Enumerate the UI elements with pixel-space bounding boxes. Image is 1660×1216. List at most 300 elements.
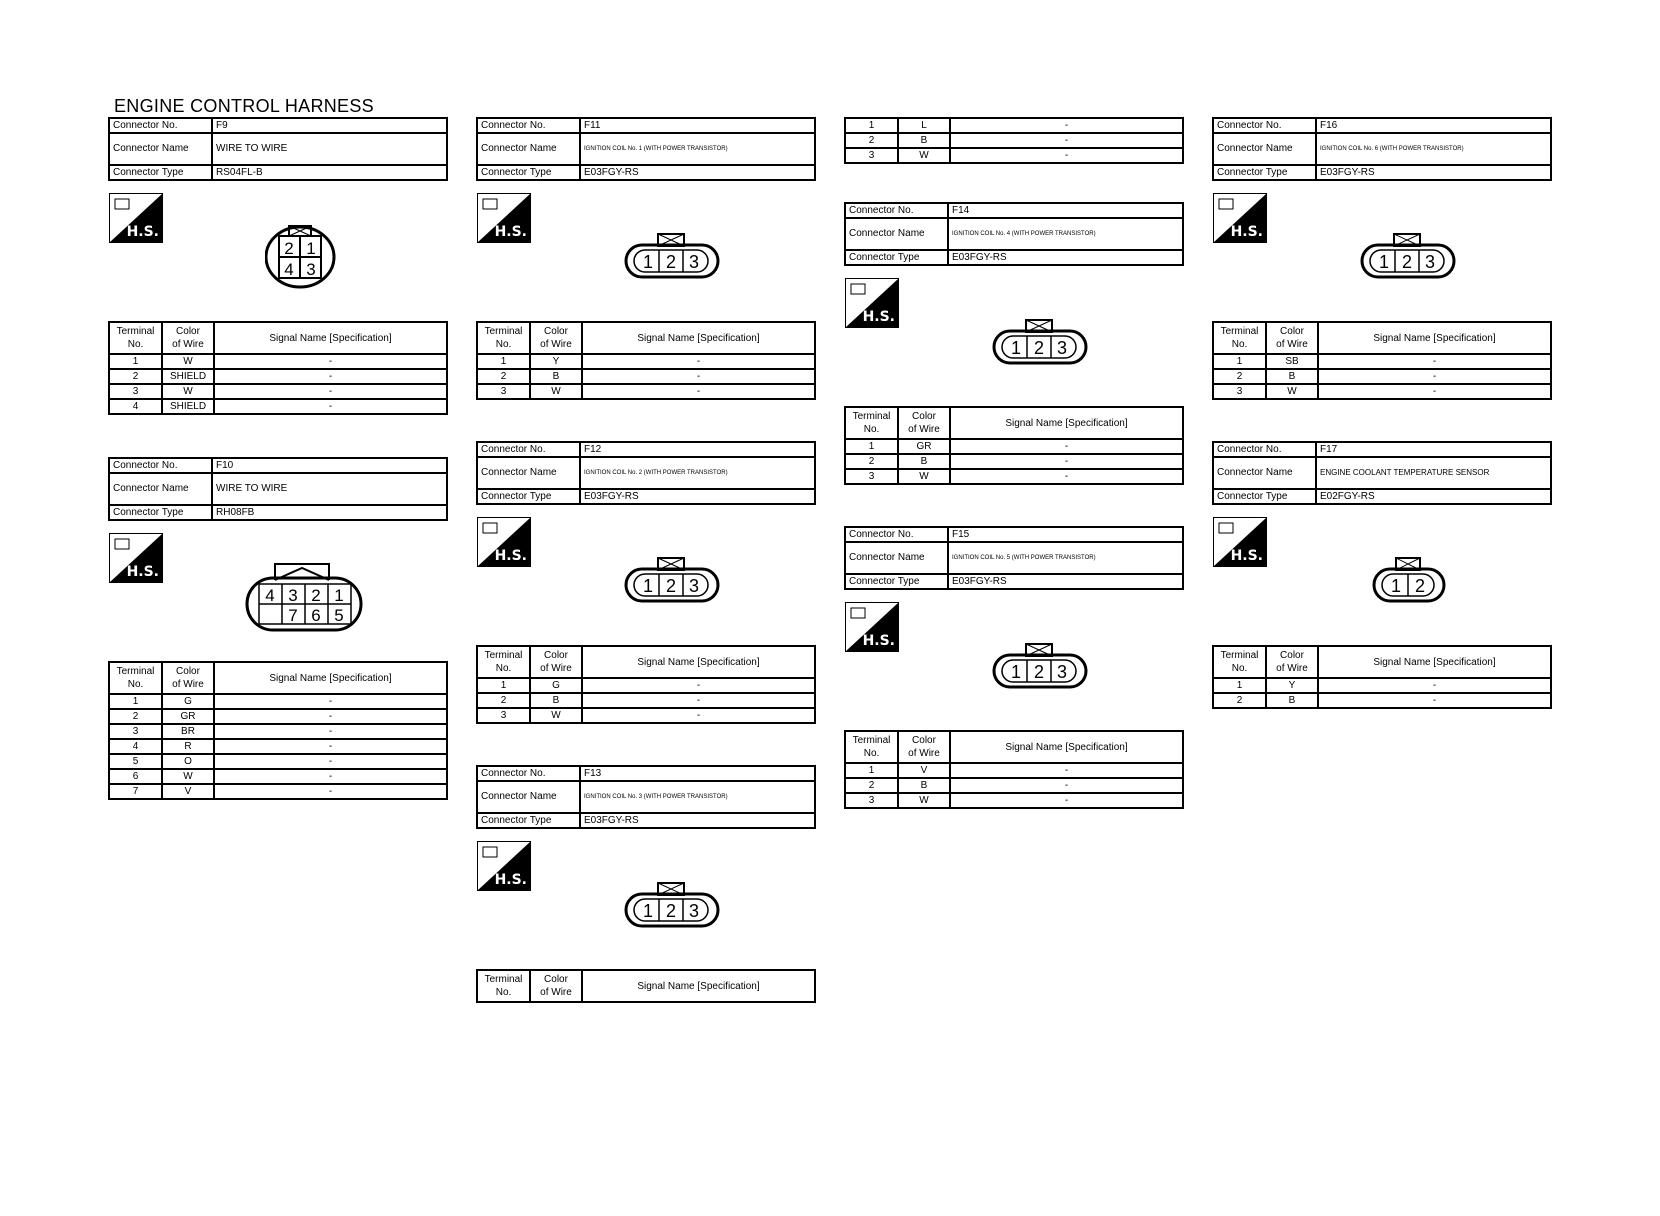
table-cell: 4 — [109, 399, 162, 414]
table-cell: - — [214, 769, 447, 784]
table-row — [845, 118, 1183, 133]
table-cell: 1 — [845, 439, 898, 454]
table-cell: GR — [898, 439, 950, 454]
terminal-table-f12 — [476, 645, 816, 724]
svg-text:2: 2 — [1033, 662, 1045, 682]
table-cell: W — [898, 148, 950, 163]
connector-face-f11 — [624, 232, 724, 285]
connector-info-f15 — [844, 526, 1184, 590]
table-cell: Color of Wire — [530, 970, 582, 1002]
table-cell: 2 — [845, 454, 898, 469]
table-row — [477, 165, 815, 180]
table-cell: - — [950, 148, 1183, 163]
table-row — [477, 708, 815, 723]
svg-text:3: 3 — [688, 252, 700, 272]
harness-side-icon: H.S. — [477, 517, 531, 567]
table-row — [109, 739, 447, 754]
svg-text:4: 4 — [284, 260, 294, 279]
table-cell: Connector Type — [845, 250, 948, 265]
table-row — [109, 458, 447, 473]
svg-text:4: 4 — [265, 586, 275, 605]
table-row — [1213, 384, 1551, 399]
svg-text:2: 2 — [665, 576, 677, 596]
table-row — [845, 250, 1183, 265]
table-cell: Signal Name [Specification] — [1318, 646, 1551, 678]
table-cell: 3 — [109, 384, 162, 399]
table-cell: - — [1318, 354, 1551, 369]
table-cell: W — [162, 354, 214, 369]
connector-info-f14 — [844, 202, 1184, 266]
table-cell: - — [950, 469, 1183, 484]
terminal-table-f16 — [1212, 321, 1552, 400]
svg-text:3: 3 — [1056, 338, 1068, 358]
table-row — [1213, 322, 1551, 354]
table-cell: B — [898, 133, 950, 148]
svg-text:2: 2 — [665, 901, 677, 921]
table-row — [845, 439, 1183, 454]
table-cell: 7 — [109, 784, 162, 799]
svg-text:3: 3 — [1056, 662, 1068, 682]
table-cell: - — [214, 724, 447, 739]
connector-info-f12 — [476, 441, 816, 505]
table-cell: Y — [530, 354, 582, 369]
table-cell: - — [1318, 678, 1551, 693]
table-cell: Connector No. — [109, 118, 212, 133]
table-cell: Connector Type — [109, 505, 212, 520]
svg-text:2: 2 — [1414, 576, 1426, 596]
harness-side-icon: H.S. — [845, 278, 899, 328]
table-row — [845, 469, 1183, 484]
table-row — [477, 354, 815, 369]
table-cell: WIRE TO WIRE — [212, 133, 447, 165]
table-row — [109, 399, 447, 414]
table-cell: 3 — [845, 469, 898, 484]
table-cell: F12 — [580, 442, 815, 457]
connector-info-f17 — [1212, 441, 1552, 505]
table-cell: 1 — [109, 694, 162, 709]
table-cell: - — [214, 709, 447, 724]
terminal-table-f9 — [108, 321, 448, 415]
svg-text:1: 1 — [642, 576, 654, 596]
table-cell: RS04FL-B — [212, 165, 447, 180]
connector-info-f13 — [476, 765, 816, 829]
table-cell: Connector Type — [477, 489, 580, 504]
table-row — [845, 218, 1183, 250]
table-cell: F17 — [1316, 442, 1551, 457]
table-cell: Connector No. — [477, 766, 580, 781]
table-cell: Connector Name — [477, 457, 580, 489]
table-cell: F16 — [1316, 118, 1551, 133]
table-cell: 3 — [845, 148, 898, 163]
harness-side-icon: H.S. — [477, 193, 531, 243]
table-cell: - — [214, 399, 447, 414]
table-cell: O — [162, 754, 214, 769]
table-cell: B — [1266, 693, 1318, 708]
table-row — [477, 133, 815, 165]
table-cell: G — [162, 694, 214, 709]
table-cell: Connector Type — [1213, 165, 1316, 180]
table-row — [1213, 646, 1551, 678]
table-cell: Connector Type — [477, 813, 580, 828]
svg-text:3: 3 — [306, 260, 316, 279]
svg-text:3: 3 — [688, 901, 700, 921]
table-cell: Connector Name — [109, 473, 212, 505]
table-cell: W — [1266, 384, 1318, 399]
table-cell: 1 — [109, 354, 162, 369]
table-cell: E03FGY-RS — [580, 165, 815, 180]
connector-face-f13 — [624, 881, 724, 934]
table-row — [1213, 165, 1551, 180]
table-row — [477, 646, 815, 678]
table-cell: IGNITION COIL No. 5 (WITH POWER TRANSISTOR) — [948, 542, 1183, 574]
table-cell: F14 — [948, 203, 1183, 218]
svg-text:1: 1 — [642, 252, 654, 272]
table-row — [845, 542, 1183, 574]
table-cell: Terminal No. — [1213, 646, 1266, 678]
table-cell: Connector No. — [109, 458, 212, 473]
table-cell: 5 — [109, 754, 162, 769]
table-cell: 2 — [477, 693, 530, 708]
table-cell: Connector No. — [1213, 118, 1316, 133]
table-cell: SHIELD — [162, 369, 214, 384]
table-row — [1213, 693, 1551, 708]
table-cell: Signal Name [Specification] — [1318, 322, 1551, 354]
harness-side-icon: H.S. — [1213, 517, 1267, 567]
table-cell: Terminal No. — [845, 731, 898, 763]
table-cell: Color of Wire — [162, 322, 214, 354]
table-cell: SB — [1266, 354, 1318, 369]
table-cell: Connector No. — [477, 442, 580, 457]
table-cell: - — [582, 678, 815, 693]
table-cell: Connector No. — [1213, 442, 1316, 457]
table-row — [109, 473, 447, 505]
table-cell: Signal Name [Specification] — [582, 646, 815, 678]
connector-face-f17 — [1372, 556, 1448, 609]
table-row — [109, 118, 447, 133]
table-row — [477, 693, 815, 708]
connector-info-f9 — [108, 117, 448, 181]
table-cell: Connector Type — [109, 165, 212, 180]
svg-text:3: 3 — [288, 586, 298, 605]
table-row — [845, 731, 1183, 763]
table-cell: - — [582, 384, 815, 399]
terminal-table-f13-header — [476, 969, 816, 1003]
table-row — [109, 769, 447, 784]
table-row — [845, 793, 1183, 808]
table-cell: Signal Name [Specification] — [950, 407, 1183, 439]
table-row — [1213, 118, 1551, 133]
table-cell: Terminal No. — [109, 662, 162, 694]
table-row — [477, 322, 815, 354]
table-row — [845, 203, 1183, 218]
table-cell: - — [582, 693, 815, 708]
table-cell: W — [162, 384, 214, 399]
table-cell: Connector Type — [477, 165, 580, 180]
table-cell: G — [530, 678, 582, 693]
table-cell: ENGINE COOLANT TEMPERATURE SENSOR — [1316, 457, 1551, 489]
svg-text:2: 2 — [1401, 252, 1413, 272]
table-cell: - — [582, 354, 815, 369]
table-cell: Signal Name [Specification] — [582, 322, 815, 354]
table-cell: Signal Name [Specification] — [214, 662, 447, 694]
svg-text:7: 7 — [288, 606, 298, 625]
table-cell: Connector Name — [109, 133, 212, 165]
table-cell: 1 — [477, 678, 530, 693]
table-cell: WIRE TO WIRE — [212, 473, 447, 505]
table-row — [1213, 678, 1551, 693]
harness-side-icon: H.S. — [109, 533, 163, 583]
table-cell: R — [162, 739, 214, 754]
connector-face-f12 — [624, 556, 724, 609]
harness-side-icon: H.S. — [109, 193, 163, 243]
table-row — [109, 505, 447, 520]
connector-info-f10 — [108, 457, 448, 521]
table-row — [845, 148, 1183, 163]
table-row — [1213, 133, 1551, 165]
table-cell: Terminal No. — [477, 322, 530, 354]
terminal-table-f14 — [844, 406, 1184, 485]
table-row — [477, 813, 815, 828]
connector-face-f16 — [1360, 232, 1460, 285]
table-row — [845, 454, 1183, 469]
table-cell: - — [582, 708, 815, 723]
table-row — [477, 384, 815, 399]
table-cell: Connector Name — [845, 542, 948, 574]
table-cell: - — [214, 384, 447, 399]
table-cell: RH08FB — [212, 505, 447, 520]
table-cell: W — [162, 769, 214, 784]
connector-face-f10 — [245, 558, 365, 639]
table-cell: Connector Type — [1213, 489, 1316, 504]
table-cell: Color of Wire — [898, 407, 950, 439]
table-cell: Connector No. — [477, 118, 580, 133]
table-row — [109, 369, 447, 384]
table-cell: - — [950, 133, 1183, 148]
table-row — [477, 369, 815, 384]
table-row — [109, 384, 447, 399]
table-cell: 3 — [477, 708, 530, 723]
svg-text:1: 1 — [1010, 338, 1022, 358]
connector-face-f15 — [992, 642, 1092, 695]
table-row — [477, 457, 815, 489]
table-cell: IGNITION COIL No. 6 (WITH POWER TRANSISTOR) — [1316, 133, 1551, 165]
table-cell: V — [162, 784, 214, 799]
page-title: ENGINE CONTROL HARNESS — [114, 96, 374, 116]
table-cell: 2 — [845, 133, 898, 148]
svg-text:1: 1 — [642, 901, 654, 921]
table-row — [845, 763, 1183, 778]
table-cell: 3 — [1213, 384, 1266, 399]
connector-face-f9 — [265, 224, 345, 295]
table-cell: L — [898, 118, 950, 133]
table-cell: Connector Name — [477, 133, 580, 165]
table-cell: W — [530, 708, 582, 723]
table-row — [477, 118, 815, 133]
table-cell: - — [214, 784, 447, 799]
svg-text:2: 2 — [284, 239, 294, 258]
table-cell: W — [898, 469, 950, 484]
table-cell: - — [1318, 693, 1551, 708]
harness-side-icon: H.S. — [477, 841, 531, 891]
table-cell: F15 — [948, 527, 1183, 542]
table-cell: Connector Name — [1213, 133, 1316, 165]
table-cell: V — [898, 763, 950, 778]
table-cell: - — [950, 793, 1183, 808]
svg-text:2: 2 — [665, 252, 677, 272]
table-row — [109, 322, 447, 354]
table-cell: 1 — [477, 354, 530, 369]
table-cell: Terminal No. — [1213, 322, 1266, 354]
table-cell: BR — [162, 724, 214, 739]
table-cell: Color of Wire — [1266, 322, 1318, 354]
table-cell: IGNITION COIL No. 4 (WITH POWER TRANSISTOR) — [948, 218, 1183, 250]
table-row — [477, 678, 815, 693]
table-row — [1213, 457, 1551, 489]
table-cell: 3 — [477, 384, 530, 399]
table-row — [477, 781, 815, 813]
table-cell: E03FGY-RS — [948, 250, 1183, 265]
table-cell: Connector Name — [477, 781, 580, 813]
table-cell: Color of Wire — [530, 322, 582, 354]
table-cell: E03FGY-RS — [948, 574, 1183, 589]
table-cell: Signal Name [Specification] — [214, 322, 447, 354]
table-row — [109, 784, 447, 799]
table-row — [1213, 369, 1551, 384]
table-cell: E03FGY-RS — [580, 813, 815, 828]
connector-info-f16 — [1212, 117, 1552, 181]
table-cell: Signal Name [Specification] — [582, 970, 815, 1002]
svg-text:5: 5 — [334, 606, 344, 625]
table-cell: - — [214, 369, 447, 384]
svg-text:3: 3 — [1424, 252, 1436, 272]
svg-text:2: 2 — [1033, 338, 1045, 358]
table-cell: 2 — [477, 369, 530, 384]
svg-text:1: 1 — [1378, 252, 1390, 272]
table-cell: Y — [1266, 678, 1318, 693]
table-cell: Terminal No. — [109, 322, 162, 354]
terminal-table-f11 — [476, 321, 816, 400]
table-cell: Color of Wire — [162, 662, 214, 694]
table-cell: B — [1266, 369, 1318, 384]
table-cell: B — [530, 369, 582, 384]
table-cell: - — [1318, 369, 1551, 384]
table-cell: IGNITION COIL No. 2 (WITH POWER TRANSISTOR) — [580, 457, 815, 489]
table-cell: Connector Name — [845, 218, 948, 250]
table-cell: Connector Name — [1213, 457, 1316, 489]
table-cell: Terminal No. — [477, 646, 530, 678]
table-cell: - — [950, 778, 1183, 793]
table-cell: 1 — [1213, 678, 1266, 693]
table-row — [109, 354, 447, 369]
table-cell: W — [530, 384, 582, 399]
table-cell: IGNITION COIL No. 3 (WITH POWER TRANSISTOR) — [580, 781, 815, 813]
table-cell: F13 — [580, 766, 815, 781]
table-cell: 2 — [1213, 693, 1266, 708]
svg-text:2: 2 — [311, 586, 321, 605]
table-cell: Connector Type — [845, 574, 948, 589]
terminal-table-f15 — [844, 730, 1184, 809]
table-cell: 2 — [109, 369, 162, 384]
table-cell: Terminal No. — [845, 407, 898, 439]
table-row — [477, 489, 815, 504]
harness-side-icon: H.S. — [845, 602, 899, 652]
table-cell: W — [898, 793, 950, 808]
table-cell: - — [950, 439, 1183, 454]
table-cell: 2 — [109, 709, 162, 724]
table-cell: 1 — [845, 118, 898, 133]
table-cell: Color of Wire — [530, 646, 582, 678]
table-cell: B — [530, 693, 582, 708]
table-cell: Terminal No. — [477, 970, 530, 1002]
table-cell: 3 — [109, 724, 162, 739]
table-cell: E03FGY-RS — [1316, 165, 1551, 180]
table-cell: SHIELD — [162, 399, 214, 414]
table-cell: Color of Wire — [898, 731, 950, 763]
table-cell: Color of Wire — [1266, 646, 1318, 678]
table-row — [109, 694, 447, 709]
table-cell: - — [950, 454, 1183, 469]
table-row — [109, 709, 447, 724]
terminal-table-f13-rows — [844, 117, 1184, 164]
table-cell: 6 — [109, 769, 162, 784]
table-cell: - — [214, 694, 447, 709]
table-row — [109, 754, 447, 769]
table-cell: F9 — [212, 118, 447, 133]
table-cell: 1 — [1213, 354, 1266, 369]
table-row — [1213, 442, 1551, 457]
table-cell: F10 — [212, 458, 447, 473]
connector-info-f11 — [476, 117, 816, 181]
table-cell: E03FGY-RS — [580, 489, 815, 504]
table-cell: 3 — [845, 793, 898, 808]
table-cell: - — [214, 754, 447, 769]
table-cell: Connector No. — [845, 203, 948, 218]
table-cell: - — [950, 763, 1183, 778]
table-cell: - — [214, 354, 447, 369]
table-row — [477, 766, 815, 781]
harness-side-icon: H.S. — [1213, 193, 1267, 243]
table-row — [845, 407, 1183, 439]
table-row — [1213, 489, 1551, 504]
table-cell: 4 — [109, 739, 162, 754]
table-row — [109, 133, 447, 165]
table-cell: B — [898, 454, 950, 469]
table-cell: - — [582, 369, 815, 384]
terminal-table-f17 — [1212, 645, 1552, 709]
table-row — [845, 574, 1183, 589]
table-cell: 2 — [845, 778, 898, 793]
table-row — [109, 662, 447, 694]
table-cell: F11 — [580, 118, 815, 133]
table-row — [109, 165, 447, 180]
svg-text:6: 6 — [311, 606, 321, 625]
table-row — [109, 724, 447, 739]
table-row — [1213, 354, 1551, 369]
table-cell: GR — [162, 709, 214, 724]
connector-face-f14 — [992, 318, 1092, 371]
table-cell: B — [898, 778, 950, 793]
table-cell: - — [1318, 384, 1551, 399]
table-cell: E02FGY-RS — [1316, 489, 1551, 504]
table-row — [477, 442, 815, 457]
svg-text:3: 3 — [688, 576, 700, 596]
table-row — [845, 527, 1183, 542]
svg-text:1: 1 — [306, 239, 316, 258]
svg-text:1: 1 — [1390, 576, 1402, 596]
table-cell: 1 — [845, 763, 898, 778]
svg-text:1: 1 — [334, 586, 344, 605]
svg-text:1: 1 — [1010, 662, 1022, 682]
